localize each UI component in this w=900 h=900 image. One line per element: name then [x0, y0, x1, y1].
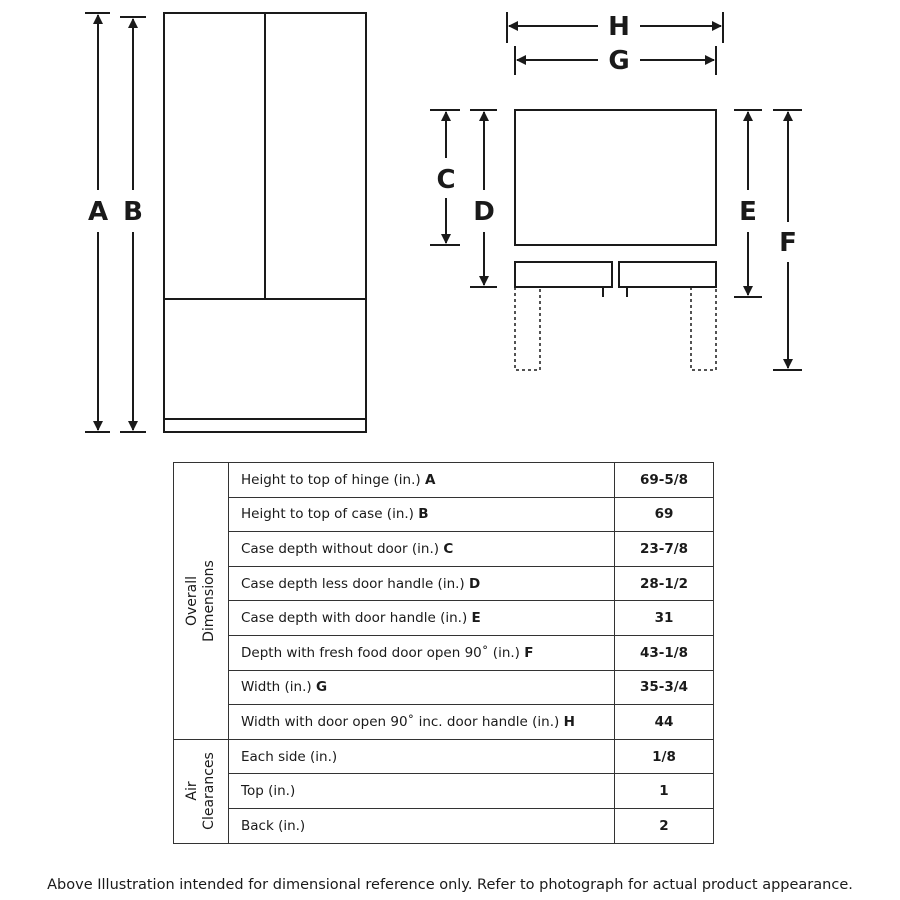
group-air-clearances	[174, 739, 229, 843]
row-letter: A	[424, 471, 436, 488]
row-label: Width with door open 90˚ inc. door handle (in.)	[241, 713, 560, 730]
row-label: Top (in.)	[241, 783, 296, 800]
group-title-line: Clearances	[201, 752, 217, 830]
label-f: F	[779, 228, 797, 258]
row-value: 1/8	[615, 739, 714, 774]
label-a: A	[87, 197, 109, 227]
footnote: Above Illustration intended for dimensional reference only. Refer to photograph for actual product appearance.	[47, 877, 853, 893]
row-letter: F	[524, 644, 534, 661]
table-row	[174, 463, 714, 498]
label-h: H	[608, 12, 630, 42]
open-door-outline	[515, 287, 716, 370]
row-label: Width (in.)	[241, 679, 312, 696]
top-view-outline	[515, 110, 716, 297]
row-label: Back (in.)	[241, 817, 306, 834]
table-row	[174, 635, 714, 670]
label-d: D	[473, 197, 495, 227]
label-g: G	[608, 46, 630, 76]
dimensions-table	[173, 462, 714, 844]
table-row	[174, 532, 714, 567]
table-row	[174, 601, 714, 636]
row-value: 23-7/8	[615, 532, 714, 567]
group-overall-dimensions	[174, 463, 229, 740]
row-letter: B	[418, 506, 429, 523]
row-letter: H	[563, 713, 575, 730]
row-label: Each side (in.)	[241, 748, 338, 765]
label-e: E	[739, 197, 757, 227]
table-row	[174, 808, 714, 843]
row-value: 28-1/2	[615, 566, 714, 601]
label-b: B	[123, 197, 143, 227]
row-label: Case depth without door (in.)	[241, 540, 440, 557]
row-label: Case depth with door handle (in.)	[241, 610, 468, 627]
row-value: 31	[615, 601, 714, 636]
row-label: Height to top of hinge (in.)	[241, 471, 421, 488]
row-value: 43-1/8	[615, 635, 714, 670]
row-label: Case depth less door handle (in.)	[241, 575, 465, 592]
row-letter: E	[471, 610, 481, 627]
row-value: 69	[615, 497, 714, 532]
row-label: Height to top of case (in.)	[241, 506, 414, 523]
row-value: 2	[615, 808, 714, 843]
group-title-line: Overall	[184, 575, 200, 626]
table-row	[174, 497, 714, 532]
row-letter: C	[443, 540, 454, 557]
front-view-outline	[164, 13, 366, 432]
row-value: 35-3/4	[615, 670, 714, 705]
label-c: C	[436, 165, 456, 195]
row-letter: G	[315, 679, 328, 696]
table-row	[174, 705, 714, 740]
table-row	[174, 774, 714, 809]
row-label: Depth with fresh food door open 90˚ (in.)	[241, 644, 520, 661]
table-row	[174, 739, 714, 774]
row-value: 44	[615, 705, 714, 740]
row-letter: D	[469, 575, 481, 592]
group-title-line: Air	[184, 781, 200, 801]
table-row	[174, 566, 714, 601]
row-value: 69-5/8	[615, 463, 714, 498]
table-row	[174, 670, 714, 705]
group-title-line: Dimensions	[201, 560, 217, 642]
row-value: 1	[615, 774, 714, 809]
